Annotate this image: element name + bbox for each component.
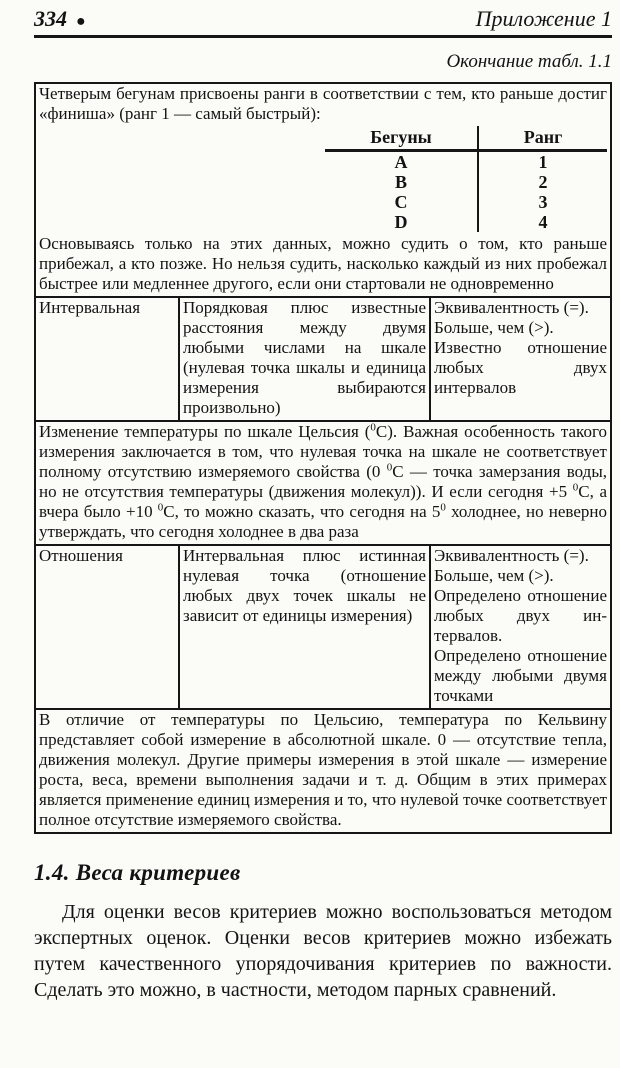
ratio-scale-definition: Интервальная плюс истинная нулевая точка (отношение любых двух точек шкалы не зависит от единицы измерения) xyxy=(179,545,430,709)
runners-example-cell xyxy=(35,83,611,297)
relation-line: Больше, чем (>). xyxy=(434,318,554,337)
interval-scale-name: Интервальная xyxy=(35,297,179,421)
runner-name: B xyxy=(394,172,407,192)
rank-column-header: Ранг xyxy=(478,126,607,151)
ratio-example-text: В отличие от температуры по Цельсию, температура по Кельвину представляет собой измерение в абсолютной шкале. 0 — отсутствие тепла, движения молекул. Другие примеры измерения в этой шкале — измерение роста, веса, времени выполнения задачи и т. д. Общим в этих примерах является применение единиц измерения и то, что нулевой точке соответствует полное отсутствие измеряемого свойства. xyxy=(35,709,611,833)
relation-line: Известно отношение любых двух интервалов xyxy=(434,338,607,397)
runners-rank-table xyxy=(325,126,607,232)
page-number: 334 xyxy=(34,6,67,31)
runners-header-row xyxy=(325,126,607,151)
runner-row xyxy=(325,212,607,232)
runner-row xyxy=(325,172,607,192)
running-header xyxy=(34,6,612,38)
running-header-title: Приложение 1 xyxy=(475,6,612,31)
runner-rank: 4 xyxy=(478,212,607,232)
ratio-scale-row xyxy=(35,545,611,709)
runner-rank: 3 xyxy=(478,192,607,212)
relation-line: Эквивалентность (=). xyxy=(434,546,589,565)
measurement-scales-table xyxy=(34,82,612,834)
interval-scale-relations xyxy=(430,297,611,421)
relation-line: Больше, чем (>). xyxy=(434,566,554,585)
runners-outro-text: Основываясь только на этих данных, можно судить о том, кто раньше прибежал, а кто позже. Но нельзя судить, насколько каждый из них пробежал быстрее или медленнее другого, если они стартовали не одновременно xyxy=(39,234,607,293)
runner-row xyxy=(325,192,607,212)
runners-intro-text: Четверым бегунам присвоены ранги в соответствии с тем, кто раньше достиг «финиша» (ранг 1 — самый быстрый): xyxy=(39,84,607,123)
relation-line: Определено отношение любых двух интервалов. xyxy=(434,586,607,645)
relation-line: Эквивалентность (=). xyxy=(434,298,589,317)
interval-scale-definition: Порядковая плюс известные расстояния между двумя любыми числами на шкале (нулевая точка шкалы и единица измерения выбираются произвольно) xyxy=(179,297,430,421)
section-paragraph: Для оценки весов критериев можно воспользоваться методом экспертных оценок. Оценки весов критериев можно избежать путем качественного упорядочивания критериев по важности. Сделать это можно, в частности, методом парных сравнений. xyxy=(34,901,612,1001)
runner-rank: 1 xyxy=(478,151,607,173)
page-bullet-icon: ● xyxy=(76,13,86,30)
interval-example-row xyxy=(35,421,611,545)
table-continuation-caption: Окончание табл. 1.1 xyxy=(446,51,612,72)
ratio-example-row xyxy=(35,709,611,833)
runner-name: C xyxy=(394,192,408,212)
ratio-scale-relations xyxy=(430,545,611,709)
runner-name: D xyxy=(394,212,408,232)
runner-rank: 2 xyxy=(478,172,607,192)
runner-name: A xyxy=(394,152,408,172)
page-number-block xyxy=(34,6,86,32)
relation-line: Определено отношение между любыми двумя точками xyxy=(434,646,607,705)
section-heading: 1.4. Веса критериев xyxy=(34,860,241,885)
ratio-scale-name: Отношения xyxy=(35,545,179,709)
runners-example-row xyxy=(35,83,611,297)
interval-scale-row xyxy=(35,297,611,421)
runners-column-header: Бегуны xyxy=(325,126,478,151)
runner-row xyxy=(325,151,607,173)
interval-example-text: Изменение температуры по шкале Цельсия ($^0$С). Важная особенность такого измерения заключается в том, что нулевая точка на шкале не соответствует полному отсутствию измеряемого свойства (0 $^0$С — точка замерзания воды, но не отсутствия температуры (движения молекул)). И если сегодня +5 $^0$С, а вчера было +10 $^0$С, то можно сказать, что сегодня на $5^0$ холоднее, но неверно утверждать, что сегодня холоднее в два раза xyxy=(35,421,611,545)
